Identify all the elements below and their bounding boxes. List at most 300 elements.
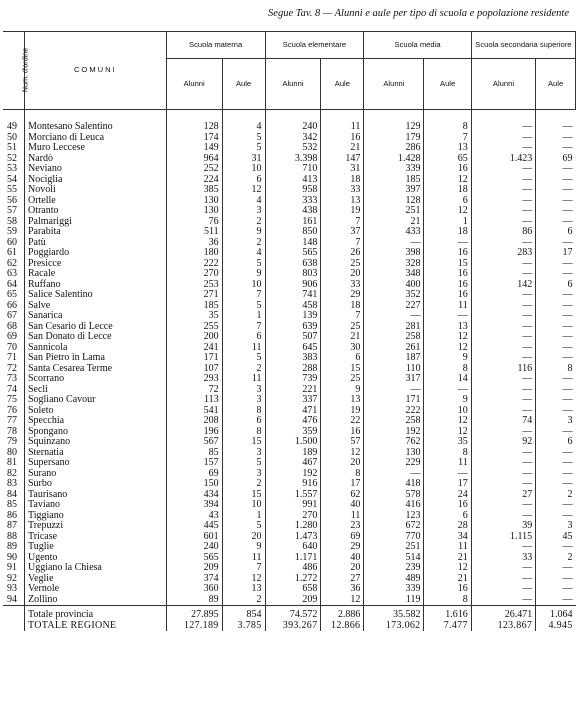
elementare-alunni: 916 xyxy=(265,479,321,490)
materna-aule: 2 xyxy=(222,238,265,249)
media-alunni: 286 xyxy=(364,143,424,154)
materna-aule: 4 xyxy=(222,110,265,133)
materna-alunni: 130 xyxy=(166,206,222,217)
media-alunni: 578 xyxy=(364,490,424,501)
media-aule: 35 xyxy=(424,437,471,448)
superiore-alunni: — xyxy=(471,332,535,343)
media-alunni: 185 xyxy=(364,175,424,186)
row-number: 66 xyxy=(7,299,17,311)
materna-alunni: 180 xyxy=(166,248,222,259)
comune-name: Taviano xyxy=(24,500,166,511)
table-body xyxy=(3,110,576,632)
row-number: 50 xyxy=(7,131,17,143)
materna-aule: 3 xyxy=(222,448,265,459)
materna-aule: 3 xyxy=(222,206,265,217)
media-aule: 8 xyxy=(424,364,471,375)
media-alunni: 171 xyxy=(364,395,424,406)
elementare-aule: 25 xyxy=(321,259,364,270)
materna-aule: 5 xyxy=(222,133,265,144)
media-alunni: 227 xyxy=(364,301,424,312)
superiore-alunni: — xyxy=(471,395,535,406)
elementare-aule: 19 xyxy=(321,206,364,217)
elementare-alunni: 710 xyxy=(265,164,321,175)
elementare-alunni: 3.398 xyxy=(265,154,321,165)
comune-name: San Donato di Lecce xyxy=(24,332,166,343)
superiore-alunni: — xyxy=(471,511,535,522)
superiore-aule: — xyxy=(536,542,576,553)
materna-aule: 15 xyxy=(222,490,265,501)
elementare-alunni: 906 xyxy=(265,280,321,291)
superiore-aule: — xyxy=(536,511,576,522)
superiore-aule: — xyxy=(536,584,576,595)
materna-alunni: 76 xyxy=(166,217,222,228)
row-number: 71 xyxy=(7,352,17,363)
media-alunni: 514 xyxy=(364,553,424,564)
materna-aule: 5 xyxy=(222,353,265,364)
row-number: 72 xyxy=(7,362,17,374)
row-number: 82 xyxy=(7,467,17,479)
superiore-aule: — xyxy=(536,196,576,207)
superiore-aule: — xyxy=(536,269,576,280)
elementare-alunni: 74.572 xyxy=(265,606,321,621)
media-aule: 18 xyxy=(424,227,471,238)
row-number: 73 xyxy=(7,373,17,384)
superiore-alunni: — xyxy=(471,290,535,301)
media-aule: 24 xyxy=(424,490,471,501)
elementare-aule: 12.866 xyxy=(321,621,364,632)
materna-aule: 2 xyxy=(222,479,265,490)
media-aule: 10 xyxy=(424,406,471,417)
row-number: 93 xyxy=(7,583,17,594)
materna-aule: 5 xyxy=(222,143,265,154)
table-row xyxy=(3,595,576,606)
table-row xyxy=(3,374,576,385)
superiore-alunni: — xyxy=(471,196,535,207)
elementare-alunni: 1.171 xyxy=(265,553,321,564)
materna-alunni: 224 xyxy=(166,175,222,186)
materna-alunni: 185 xyxy=(166,301,222,312)
table-row xyxy=(3,416,576,427)
media-aule: 16 xyxy=(424,164,471,175)
media-aule: 15 xyxy=(424,259,471,270)
row-number xyxy=(3,606,24,621)
row-number: 67 xyxy=(7,310,17,321)
comune-name: Vernole xyxy=(24,584,166,595)
media-alunni: 110 xyxy=(364,364,424,375)
row-number: 76 xyxy=(7,404,17,416)
materna-alunni: 601 xyxy=(166,532,222,543)
superiore-alunni: 74 xyxy=(471,416,535,427)
elementare-aule: 37 xyxy=(321,227,364,238)
elementare-alunni: 532 xyxy=(265,143,321,154)
materna-alunni: 113 xyxy=(166,395,222,406)
superiore-alunni: 116 xyxy=(471,364,535,375)
elementare-alunni: 148 xyxy=(265,238,321,249)
media-aule: 8 xyxy=(424,595,471,606)
superiore-aule: 4.945 xyxy=(536,621,576,632)
comune-name: San Pietro in Lama xyxy=(24,353,166,364)
header-scuola-superiore: Scuola secondaria superiore xyxy=(471,32,575,59)
media-aule: 1.616 xyxy=(424,606,471,621)
header-scuola-media: Scuola media xyxy=(364,32,471,59)
superiore-aule: — xyxy=(536,311,576,322)
media-alunni: 770 xyxy=(364,532,424,543)
elementare-aule: 7 xyxy=(321,311,364,322)
superiore-aule: — xyxy=(536,301,576,312)
superiore-aule: — xyxy=(536,217,576,228)
superiore-aule: — xyxy=(536,479,576,490)
elementare-aule: 18 xyxy=(321,301,364,312)
superiore-alunni: — xyxy=(471,311,535,322)
media-alunni: 762 xyxy=(364,437,424,448)
materna-alunni: 252 xyxy=(166,164,222,175)
superiore-alunni: 1.423 xyxy=(471,154,535,165)
materna-aule: 15 xyxy=(222,437,265,448)
superiore-alunni: — xyxy=(471,238,535,249)
superiore-alunni: — xyxy=(471,259,535,270)
superiore-alunni: — xyxy=(471,500,535,511)
header-alunni: Alunni xyxy=(471,59,535,110)
elementare-aule: 9 xyxy=(321,385,364,396)
media-alunni: 239 xyxy=(364,563,424,574)
elementare-alunni: 1.557 xyxy=(265,490,321,501)
superiore-aule: — xyxy=(536,164,576,175)
table-row xyxy=(3,448,576,459)
media-alunni: 187 xyxy=(364,353,424,364)
materna-alunni: 209 xyxy=(166,563,222,574)
materna-aule: 11 xyxy=(222,374,265,385)
elementare-aule: 12 xyxy=(321,448,364,459)
comune-name: Palmariggi xyxy=(24,217,166,228)
comune-name: Surbo xyxy=(24,479,166,490)
elementare-alunni: 507 xyxy=(265,332,321,343)
comune-name: Neviano xyxy=(24,164,166,175)
materna-alunni: 541 xyxy=(166,406,222,417)
elementare-aule: 26 xyxy=(321,248,364,259)
table-row xyxy=(3,269,576,280)
superiore-aule: 69 xyxy=(536,154,576,165)
row-number: 68 xyxy=(7,320,17,332)
superiore-alunni: — xyxy=(471,164,535,175)
media-aule: 6 xyxy=(424,196,471,207)
comune-name: Salice Salentino xyxy=(24,290,166,301)
elementare-aule: 40 xyxy=(321,500,364,511)
media-aule: 17 xyxy=(424,479,471,490)
materna-alunni: 157 xyxy=(166,458,222,469)
elementare-aule: 33 xyxy=(321,185,364,196)
elementare-aule: 31 xyxy=(321,164,364,175)
materna-aule: 8 xyxy=(222,427,265,438)
media-aule: 12 xyxy=(424,416,471,427)
materna-alunni: 241 xyxy=(166,343,222,354)
superiore-aule: — xyxy=(536,563,576,574)
media-aule: — xyxy=(424,238,471,249)
materna-aule: 2 xyxy=(222,595,265,606)
elementare-alunni: 359 xyxy=(265,427,321,438)
media-alunni: 251 xyxy=(364,542,424,553)
elementare-aule: 25 xyxy=(321,322,364,333)
table-row xyxy=(3,395,576,406)
media-aule: 12 xyxy=(424,175,471,186)
elementare-aule: 29 xyxy=(321,542,364,553)
row-number: 57 xyxy=(7,205,17,216)
elementare-alunni: 192 xyxy=(265,469,321,480)
materna-alunni: 36 xyxy=(166,238,222,249)
elementare-aule: 11 xyxy=(321,511,364,522)
row-number: 60 xyxy=(7,236,17,248)
materna-alunni: 35 xyxy=(166,311,222,322)
superiore-aule: — xyxy=(536,185,576,196)
row-number: 90 xyxy=(7,551,17,563)
comune-name: Totale provincia xyxy=(24,606,166,621)
elementare-aule: 8 xyxy=(321,469,364,480)
media-alunni: 1.428 xyxy=(364,154,424,165)
comune-name: Tuglie xyxy=(24,542,166,553)
media-alunni: 433 xyxy=(364,227,424,238)
materna-aule: 10 xyxy=(222,500,265,511)
elementare-aule: 20 xyxy=(321,458,364,469)
materna-alunni: 222 xyxy=(166,259,222,270)
table-caption: Segue Tav. 8 — Alunni e aule per tipo di scuola e popolazione residente xyxy=(268,8,569,19)
comune-name: Squinzano xyxy=(24,437,166,448)
elementare-aule: 21 xyxy=(321,143,364,154)
materna-aule: 9 xyxy=(222,542,265,553)
row-number: 56 xyxy=(7,194,17,206)
comune-name: Soleto xyxy=(24,406,166,417)
table-row xyxy=(3,290,576,301)
elementare-aule: 18 xyxy=(321,175,364,186)
comune-name: Sternatia xyxy=(24,448,166,459)
row-number: 80 xyxy=(7,446,17,458)
materna-aule: 31 xyxy=(222,154,265,165)
row-number: 52 xyxy=(7,152,17,164)
comune-name: Uggiano la Chiesa xyxy=(24,563,166,574)
media-aule: 12 xyxy=(424,427,471,438)
table-row xyxy=(3,353,576,364)
superiore-aule: — xyxy=(536,458,576,469)
materna-aule: 6 xyxy=(222,332,265,343)
row-number: 91 xyxy=(7,562,17,573)
table-row xyxy=(3,196,576,207)
elementare-alunni: 1.272 xyxy=(265,574,321,585)
superiore-aule: — xyxy=(536,448,576,459)
table-row xyxy=(3,479,576,490)
comune-name: Trepuzzi xyxy=(24,521,166,532)
elementare-alunni: 640 xyxy=(265,542,321,553)
materna-aule: 5 xyxy=(222,259,265,270)
materna-alunni: 445 xyxy=(166,521,222,532)
superiore-alunni: — xyxy=(471,563,535,574)
header-aule: Aule xyxy=(321,59,364,110)
materna-alunni: 89 xyxy=(166,595,222,606)
row-number: 77 xyxy=(7,415,17,426)
header-num-ordine: Num. d'ordine xyxy=(3,32,24,110)
materna-aule: 854 xyxy=(222,606,265,621)
elementare-alunni: 413 xyxy=(265,175,321,186)
row-number: 88 xyxy=(7,530,17,542)
elementare-alunni: 383 xyxy=(265,353,321,364)
materna-alunni: 270 xyxy=(166,269,222,280)
elementare-alunni: 850 xyxy=(265,227,321,238)
media-aule: 12 xyxy=(424,343,471,354)
comune-name: Sanarica xyxy=(24,311,166,322)
materna-aule: 3 xyxy=(222,395,265,406)
superiore-aule: — xyxy=(536,574,576,585)
superiore-alunni: — xyxy=(471,469,535,480)
media-aule: 65 xyxy=(424,154,471,165)
materna-aule: 2 xyxy=(222,217,265,228)
row-number: 89 xyxy=(7,541,17,552)
elementare-aule: 20 xyxy=(321,563,364,574)
table-row xyxy=(3,469,576,480)
elementare-aule: 23 xyxy=(321,521,364,532)
elementare-aule: 6 xyxy=(321,353,364,364)
comune-name: Racale xyxy=(24,269,166,280)
media-alunni: 192 xyxy=(364,427,424,438)
superiore-aule: — xyxy=(536,595,576,606)
superiore-aule: — xyxy=(536,290,576,301)
elementare-alunni: 991 xyxy=(265,500,321,511)
superiore-alunni: — xyxy=(471,374,535,385)
elementare-alunni: 645 xyxy=(265,343,321,354)
media-aule: 8 xyxy=(424,448,471,459)
header-alunni: Alunni xyxy=(364,59,424,110)
materna-alunni: 149 xyxy=(166,143,222,154)
superiore-alunni: — xyxy=(471,175,535,186)
elementare-alunni: 333 xyxy=(265,196,321,207)
superiore-alunni: — xyxy=(471,217,535,228)
elementare-aule: 19 xyxy=(321,406,364,417)
materna-aule: 12 xyxy=(222,185,265,196)
superiore-alunni: — xyxy=(471,406,535,417)
superiore-aule: 17 xyxy=(536,248,576,259)
table-row xyxy=(3,364,576,375)
elementare-alunni: 1.280 xyxy=(265,521,321,532)
row-number: 49 xyxy=(7,121,17,132)
table-row xyxy=(3,238,576,249)
superiore-aule: — xyxy=(536,175,576,186)
superiore-alunni: 92 xyxy=(471,437,535,448)
materna-alunni: 253 xyxy=(166,280,222,291)
media-alunni: 222 xyxy=(364,406,424,417)
row-number: 61 xyxy=(7,247,17,258)
comune-name: Presicce xyxy=(24,259,166,270)
materna-alunni: 360 xyxy=(166,584,222,595)
superiore-alunni: — xyxy=(471,301,535,312)
superiore-aule: — xyxy=(536,374,576,385)
row-number: 74 xyxy=(7,383,17,395)
materna-aule: 10 xyxy=(222,164,265,175)
comune-name: Tiggiano xyxy=(24,511,166,522)
elementare-alunni: 958 xyxy=(265,185,321,196)
superiore-aule: — xyxy=(536,332,576,343)
media-aule: 9 xyxy=(424,353,471,364)
header-scuola-elementare: Scuola elementare xyxy=(265,32,364,59)
superiore-alunni: — xyxy=(471,427,535,438)
table-row xyxy=(3,259,576,270)
materna-alunni: 85 xyxy=(166,448,222,459)
row-number: 59 xyxy=(7,226,17,237)
elementare-alunni: 638 xyxy=(265,259,321,270)
materna-alunni: 171 xyxy=(166,353,222,364)
row-number: 53 xyxy=(7,163,17,174)
comune-name: Sogliano Cavour xyxy=(24,395,166,406)
row-number: 86 xyxy=(7,509,17,521)
superiore-aule: 3 xyxy=(536,521,576,532)
elementare-alunni: 639 xyxy=(265,322,321,333)
elementare-aule: 25 xyxy=(321,374,364,385)
row-number: 87 xyxy=(7,520,17,531)
row-number: 63 xyxy=(7,268,17,279)
elementare-aule: 69 xyxy=(321,532,364,543)
materna-alunni: 196 xyxy=(166,427,222,438)
table-row xyxy=(3,332,576,343)
media-alunni: 339 xyxy=(364,164,424,175)
media-aule: 16 xyxy=(424,584,471,595)
elementare-alunni: 288 xyxy=(265,364,321,375)
comune-name: Spongano xyxy=(24,427,166,438)
materna-alunni: 208 xyxy=(166,416,222,427)
comune-name: Poggiardo xyxy=(24,248,166,259)
elementare-aule: 11 xyxy=(321,110,364,133)
media-aule: 16 xyxy=(424,500,471,511)
comune-name: Ortelle xyxy=(24,196,166,207)
materna-aule: 1 xyxy=(222,311,265,322)
superiore-alunni: 86 xyxy=(471,227,535,238)
media-alunni: 416 xyxy=(364,500,424,511)
materna-aule: 13 xyxy=(222,584,265,595)
materna-aule: 2 xyxy=(222,364,265,375)
superiore-aule: — xyxy=(536,395,576,406)
media-alunni: 489 xyxy=(364,574,424,585)
elementare-alunni: 658 xyxy=(265,584,321,595)
elementare-aule: 36 xyxy=(321,584,364,595)
elementare-alunni: 476 xyxy=(265,416,321,427)
row-number: 84 xyxy=(7,488,17,500)
superiore-aule: — xyxy=(536,259,576,270)
elementare-aule: 21 xyxy=(321,332,364,343)
table-row xyxy=(3,217,576,228)
materna-aule: 11 xyxy=(222,343,265,354)
row-number: 92 xyxy=(7,572,17,584)
materna-aule: 3 xyxy=(222,469,265,480)
elementare-aule: 57 xyxy=(321,437,364,448)
elementare-alunni: 161 xyxy=(265,217,321,228)
media-alunni: 317 xyxy=(364,374,424,385)
table-row xyxy=(3,500,576,511)
media-aule: 21 xyxy=(424,574,471,585)
media-alunni: 400 xyxy=(364,280,424,291)
materna-alunni: 511 xyxy=(166,227,222,238)
materna-alunni: 394 xyxy=(166,500,222,511)
media-alunni: 398 xyxy=(364,248,424,259)
media-alunni: 258 xyxy=(364,332,424,343)
elementare-aule: 147 xyxy=(321,154,364,165)
materna-aule: 7 xyxy=(222,322,265,333)
table-row xyxy=(3,154,576,165)
superiore-aule: 2 xyxy=(536,490,576,501)
superiore-aule: — xyxy=(536,385,576,396)
media-aule: — xyxy=(424,385,471,396)
comune-name: Nociglia xyxy=(24,175,166,186)
table-row xyxy=(3,248,576,259)
superiore-alunni: — xyxy=(471,143,535,154)
materna-aule: 5 xyxy=(222,521,265,532)
comune-name: Veglie xyxy=(24,574,166,585)
table-row xyxy=(3,311,576,322)
materna-aule: 3.785 xyxy=(222,621,265,632)
row-number: 54 xyxy=(7,173,17,185)
